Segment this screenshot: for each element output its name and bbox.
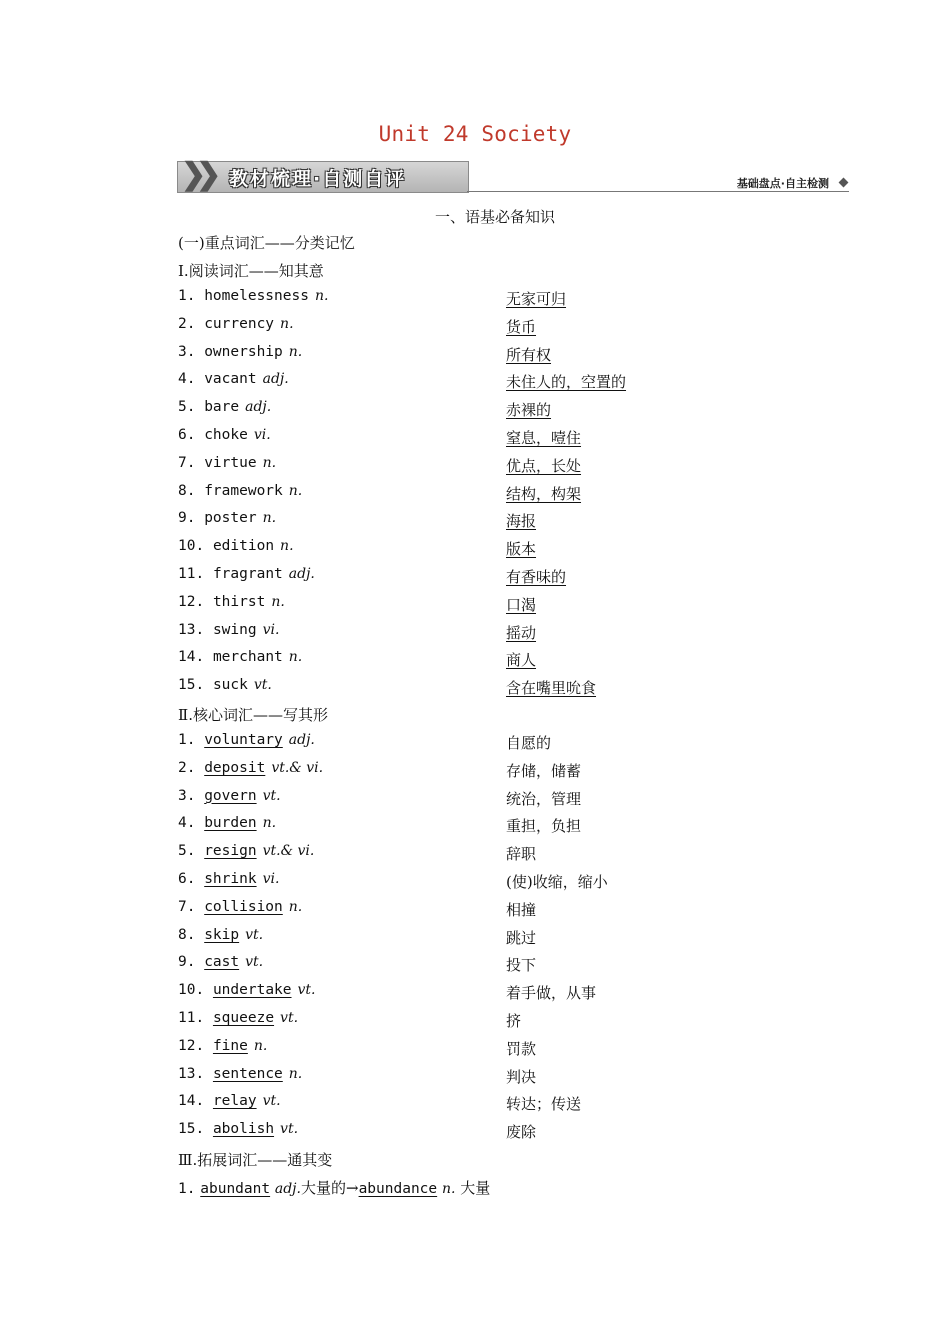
vocab-word: homelessness [204,288,309,304]
part-of-speech: vi. [262,621,280,638]
vocab-meaning: 跳过 [506,928,537,947]
item-number: 12. [178,593,205,610]
vocab-row [178,510,798,534]
answer-word: burden [204,815,257,832]
answer-meaning: 未住人的，空置的 [506,373,627,392]
vocab-entry [178,732,315,748]
answer-meaning: 口渴 [506,595,537,614]
item-number: 2. [178,759,196,776]
vocab-entry [178,288,328,304]
vocab-entry [178,594,285,610]
answer-word: sentence [212,1065,283,1082]
item-number: 5. [178,843,196,860]
vocab-row [178,538,798,562]
vocab-meaning: 判决 [506,1067,537,1086]
vocab-row [178,954,798,978]
vocab-row [178,427,798,451]
answer-meaning: 商人 [506,651,537,670]
item-number: 8. [178,482,196,499]
vocab-word: fragrant [212,566,283,582]
vocab-entry [178,899,302,915]
vocab-row [178,1066,798,1090]
part-of-speech: adj. [288,566,315,582]
vocab-row [178,371,798,395]
answer-word: shrink [204,871,257,887]
answer-meaning: 货币 [506,317,537,336]
part-of-speech: n. [288,343,303,360]
part-of-speech: vt. [262,787,281,804]
part-of-speech: adj. [262,371,289,388]
answer-word: abolish [212,1121,275,1138]
vocab-entry [178,1038,267,1054]
vocab-row [178,927,798,951]
item-number: 2. [178,315,196,332]
meaning: 大量的 [300,1179,346,1197]
vocab-entry [178,843,314,859]
item-number: 8. [178,926,196,943]
vocab-entry [178,649,302,665]
part-of-speech: n. [271,593,285,610]
vocab-row [178,399,798,423]
vocab-row [178,760,798,784]
part-of-speech: vt. [297,982,316,999]
vocab-meaning: 自愿的 [506,734,552,752]
answer-word: fine [212,1037,248,1054]
double-chevron-icon: ❯❯ [181,157,212,192]
item-number: 13. [178,1065,205,1082]
part-of-speech: vt. [245,926,264,943]
part-of-speech: adj. [274,1181,301,1197]
part-of-speech: n. [288,482,303,499]
section-banner [177,157,849,197]
part-of-speech: n. [288,649,303,666]
item-number: 9. [178,510,196,527]
vocab-word: ownership [204,343,283,360]
subsection-title: (一)重点词汇——分类记忆 [178,234,355,252]
item-number: 6. [178,871,196,887]
part-of-speech: vt. [262,1093,281,1110]
vocab-meaning: 转达；传送 [506,1095,582,1114]
answer-word: resign [204,843,257,860]
vocab-word: framework [204,482,283,499]
item-number: 10. [178,538,205,555]
banner-right-text: 基础盘点·自主检测 [736,177,829,190]
vocab-meaning: 投下 [506,956,537,975]
part-of-speech: n. [280,538,294,555]
vocab-row [178,316,798,340]
part1-heading: Ⅰ.阅读词汇——知其意 [178,262,324,280]
part-of-speech: vt. [280,1010,299,1026]
part-of-speech: vt. [245,954,264,971]
item-number: 1. [178,288,196,304]
part-of-speech: vi. [253,427,271,443]
item-number: 5. [178,399,196,416]
vocab-entry [178,982,316,998]
vocab-row [178,677,798,701]
meaning: 大量 [460,1179,491,1197]
part-of-speech: n. [288,1065,303,1082]
vocab-row [178,815,798,839]
vocab-word: currency [204,315,275,332]
vocab-row [178,344,798,368]
vocab-entry [178,455,276,471]
section-title: 一、语基必备知识 [434,208,555,226]
banner-divider [467,191,849,192]
vocab-entry [178,1010,298,1026]
part-of-speech: n. [262,454,277,471]
vocab-meaning: 统治，管理 [506,789,582,808]
vocab-row [178,982,798,1006]
answer-meaning: 优点，长处 [506,456,582,475]
vocab-row [178,566,798,590]
part-of-speech: adj. [245,399,272,416]
vocab-word: choke [204,427,248,443]
answer-word: cast [204,954,240,971]
part-of-speech: adj. [288,732,315,748]
vocab-meaning: 挤 [506,1012,522,1030]
vocab-meaning: 相撞 [506,900,537,919]
part-of-speech: n. [280,315,294,332]
vocab-entry [178,316,294,332]
answer-meaning: 无家可归 [506,290,567,308]
item-number: 4. [178,371,196,388]
vocab-entry [178,622,279,638]
vocab-meaning: 罚款 [506,1039,537,1058]
vocab-entry [178,510,276,526]
answer-word: voluntary [204,732,283,748]
vocab-word: swing [212,621,257,638]
item-number: 9. [178,954,196,971]
vocab-word: bare [204,399,240,416]
vocab-row [178,1038,798,1062]
answer-word: govern [204,787,257,804]
answer-meaning: 摇动 [506,623,537,642]
vocab-row [178,871,798,895]
part-of-speech: vt. [280,1121,299,1138]
item-number: 13. [178,621,205,638]
answer-word: deposit [204,759,266,776]
answer-word: abundant [200,1181,271,1197]
vocab-entry [178,1066,302,1082]
item-number: 3. [178,343,196,360]
vocab-row [178,788,798,812]
answer-meaning: 所有权 [506,345,552,364]
item-number: 10. [178,982,205,999]
vocab-meaning: 存储，储蓄 [506,761,582,780]
part-of-speech: n. [314,288,329,304]
answer-meaning: 海报 [506,512,537,531]
vocab-row [178,483,798,507]
part-of-speech: n. [253,1037,268,1054]
vocab-entry [178,566,315,582]
vocab-entry [178,871,279,887]
vocab-meaning: (使)收缩，缩小 [506,873,608,891]
vocab-entry [178,927,263,943]
vocab-word: edition [212,538,275,555]
vocab-meaning: 辞职 [506,845,537,864]
answer-meaning: 有香味的 [506,568,567,586]
vocab-row [178,622,798,646]
vocab-word: merchant [212,649,283,666]
vocab-row [178,649,798,673]
vocab-entry [178,1093,281,1109]
item-number: 15. [178,677,205,694]
item-number: 6. [178,427,196,443]
item-number: 4. [178,815,196,832]
banner-left-text: 教材梳理·自测自评 [229,168,407,190]
vocab-entry [178,954,263,970]
vocab-row [178,455,798,479]
vocab-entry [178,371,289,387]
answer-meaning: 赤裸的 [506,401,552,420]
vocab-row [178,1010,798,1034]
item-number: 1. [178,1181,196,1197]
vocab-entry [178,427,271,443]
answer-meaning: 结构，构架 [506,484,582,503]
vocab-entry [178,1121,298,1137]
vocab-word: poster [204,510,257,527]
part-of-speech: vt. [253,677,272,694]
item-number: 3. [178,787,196,804]
vocab-row [178,899,798,923]
answer-word: squeeze [212,1010,275,1026]
vocab-entry [178,760,323,776]
item-number: 7. [178,454,196,471]
vocab-row [178,1121,798,1145]
vocab-entry [178,677,272,693]
answer-word: abundance [358,1181,438,1197]
part-of-speech: n. [288,898,303,915]
part-of-speech: vi. [262,871,280,887]
arrow-icon: → [346,1179,359,1197]
page-title: Unit 24 Society [378,122,572,146]
part2-heading: Ⅱ.核心词汇——写其形 [178,706,328,724]
vocab-row [178,732,798,756]
answer-meaning: 窒息，噎住 [506,429,582,447]
vocab-word: virtue [204,454,257,471]
part-of-speech: vt.& vi. [262,843,315,860]
vocab-row [178,843,798,867]
item-number: 15. [178,1121,205,1138]
answer-meaning: 含在嘴里吮食 [506,679,597,698]
item-number: 14. [178,649,205,666]
answer-word: skip [204,926,240,943]
vocab-meaning: 着手做，从事 [506,984,597,1003]
answer-word: collision [204,898,283,915]
vocab-row [178,288,798,312]
vocab-meaning: 废除 [506,1123,537,1142]
item-number: 11. [178,1010,205,1026]
vocab-entry [178,399,271,415]
item-number: 14. [178,1093,205,1110]
vocab-row [178,594,798,618]
vocab-word: suck [212,677,248,694]
answer-meaning: 版本 [506,540,537,559]
part3-heading: Ⅲ.拓展词汇——通其变 [178,1151,333,1169]
diamond-icon [839,178,849,188]
part-of-speech: vt.& vi. [271,759,324,776]
vocab-meaning: 重担，负担 [506,817,582,836]
item-number: 11. [178,566,205,582]
vocab-entry [178,538,294,554]
vocab-entry [178,483,302,499]
vocab-word: thirst [212,593,266,610]
vocab-word: vacant [204,371,257,388]
item-number: 7. [178,898,196,915]
vocab-entry [178,788,281,804]
part-of-speech: n. [262,815,277,832]
answer-word: relay [212,1093,257,1110]
part-of-speech: n. [262,510,277,527]
answer-word: undertake [212,982,292,999]
vocab-row [178,1093,798,1117]
extension-item [178,1177,490,1198]
item-number: 12. [178,1037,205,1054]
item-number: 1. [178,732,196,748]
vocab-entry [178,344,302,360]
part-of-speech: n. [441,1181,456,1197]
vocab-entry [178,815,276,831]
